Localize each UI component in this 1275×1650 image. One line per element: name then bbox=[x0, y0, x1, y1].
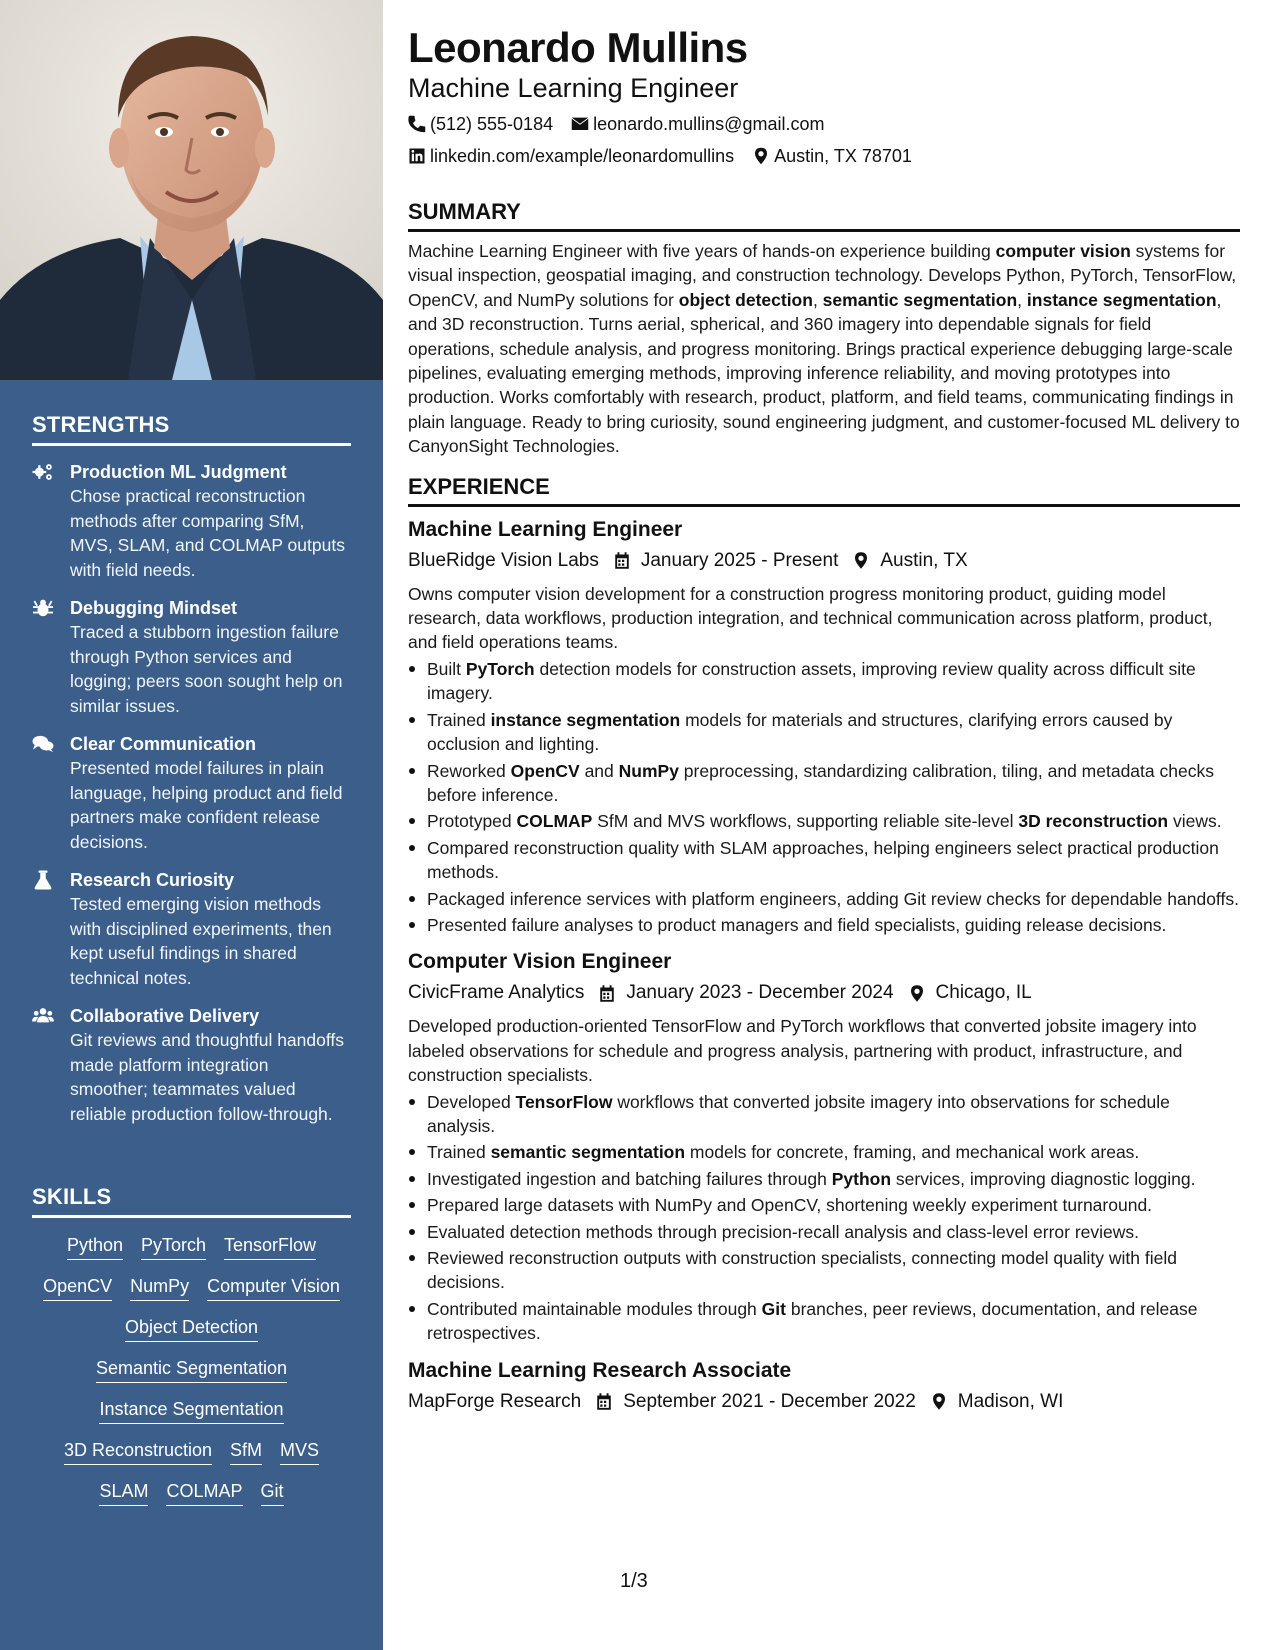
text-run: , bbox=[1017, 289, 1027, 310]
bullet-item bbox=[408, 1297, 1240, 1346]
candidate-name: Leonardo Mullins bbox=[408, 24, 748, 71]
text-run: views. bbox=[1168, 811, 1222, 832]
company-name: CivicFrame Analytics bbox=[408, 982, 585, 1004]
strength-title: Debugging Mindset bbox=[70, 598, 237, 618]
company-name: MapForge Research bbox=[408, 1390, 582, 1412]
contact-row bbox=[408, 140, 1240, 172]
dates-text: January 2025 - Present bbox=[640, 549, 839, 571]
emphasis-text: Git bbox=[761, 1298, 786, 1319]
strength-item bbox=[32, 1004, 351, 1126]
text-run: Packaged inference services with platform engineers, adding Git review checks for dependable handoffs. bbox=[427, 888, 1239, 909]
experience-section bbox=[408, 473, 1240, 1417]
skill-tag: COLMAP bbox=[166, 1479, 242, 1506]
phone-contact[interactable] bbox=[408, 108, 553, 140]
map-pin-icon bbox=[908, 984, 926, 1003]
gears-icon bbox=[32, 460, 70, 582]
job-meta bbox=[408, 1387, 1240, 1417]
map-pin-icon bbox=[852, 551, 870, 570]
skill-tag: OpenCV bbox=[43, 1274, 112, 1301]
job-meta bbox=[408, 546, 1240, 576]
candidate-title: Machine Learning Engineer bbox=[408, 73, 739, 103]
skill-tag: TensorFlow bbox=[224, 1233, 316, 1260]
location-text: Chicago, IL bbox=[935, 982, 1032, 1004]
strength-item bbox=[32, 460, 351, 582]
summary-section bbox=[408, 198, 1240, 459]
emphasis-text: semantic segmentation bbox=[490, 1142, 686, 1163]
strengths-section bbox=[32, 412, 351, 1126]
linkedin-contact[interactable] bbox=[408, 140, 734, 172]
text-run: preprocessing, standardizing calibration, tiling, and metadata checks before inference. bbox=[427, 760, 1214, 805]
emphasis-text: PyTorch bbox=[465, 658, 535, 679]
skill-tag: PyTorch bbox=[141, 1233, 206, 1260]
emphasis-text: semantic segmentation bbox=[822, 289, 1018, 310]
emphasis-text: instance segmentation bbox=[490, 709, 681, 730]
emphasis-text: computer vision bbox=[995, 241, 1131, 261]
job-location bbox=[852, 546, 967, 576]
strength-item bbox=[32, 596, 351, 718]
email-contact[interactable] bbox=[571, 108, 824, 140]
location-text: Madison, WI bbox=[957, 1390, 1064, 1412]
skills-section bbox=[32, 1184, 351, 1515]
linkedin-icon bbox=[408, 147, 426, 165]
calendar-icon bbox=[598, 984, 616, 1003]
bullet-item bbox=[408, 1167, 1240, 1191]
bullet-item bbox=[408, 1246, 1240, 1295]
calendar-icon bbox=[613, 551, 631, 570]
text-run: models for concrete, framing, and mechanical work areas. bbox=[685, 1142, 1140, 1163]
text-run: Trained bbox=[427, 1142, 491, 1163]
strength-desc: Tested emerging vision methods with disciplined experiments, then kept useful findings in shared technical notes. bbox=[70, 894, 332, 988]
strength-desc: Chose practical reconstruction methods after comparing SfM, MVS, SLAM, and COLMAP outputs with field needs. bbox=[70, 486, 345, 580]
bullet-item bbox=[408, 913, 1240, 937]
bullet-item bbox=[408, 1140, 1240, 1164]
skill-tag: SLAM bbox=[99, 1479, 148, 1506]
job-title: Machine Learning Research Associate bbox=[408, 1358, 792, 1382]
bullet-item bbox=[408, 1220, 1240, 1244]
strengths-heading: STRENGTHS bbox=[32, 412, 351, 446]
text-run: systems for visual inspection, geospatial imaging, and construction technology. Develops Python, PyTorch, TensorFlow, OpenCV, and NumPy solutions for bbox=[408, 241, 1237, 310]
text-run: Machine Learning Engineer with five years of hands-on experience building bbox=[408, 241, 996, 261]
summary-text bbox=[408, 239, 1240, 459]
bullet-item bbox=[408, 708, 1240, 757]
strength-desc: Git reviews and thoughtful handoffs made platform integration smoother; teammates valued reliable production follow-through. bbox=[70, 1030, 345, 1124]
text-run: Evaluated detection methods through precision-recall analysis and class-level error reviews. bbox=[427, 1221, 1140, 1242]
emphasis-text: OpenCV bbox=[510, 760, 580, 781]
job-entry bbox=[408, 515, 1240, 938]
bullet-item bbox=[408, 809, 1240, 833]
text-run: Developed bbox=[427, 1091, 516, 1112]
job-description: Developed production-oriented TensorFlow and PyTorch workflows that converted jobsite imagery into labeled observations for schedule and progress analysis, partnering with product, infrastructure, and construction specialists. bbox=[408, 1016, 1197, 1086]
envelope-icon bbox=[571, 115, 589, 133]
location-text: Austin, TX bbox=[880, 549, 968, 571]
map-pin-icon bbox=[930, 1392, 948, 1411]
skill-tag: Object Detection bbox=[125, 1315, 258, 1342]
job-location bbox=[908, 978, 1032, 1008]
skill-tag: Computer Vision bbox=[207, 1274, 340, 1301]
bullet-item bbox=[408, 759, 1240, 808]
skill-tag: 3D Reconstruction bbox=[64, 1438, 212, 1465]
company bbox=[408, 978, 584, 1008]
job-dates bbox=[613, 546, 839, 576]
phone-icon bbox=[408, 115, 426, 133]
text-run: SfM and MVS workflows, supporting reliable site-level bbox=[592, 811, 1019, 832]
strength-title: Production ML Judgment bbox=[70, 462, 287, 482]
job-dates bbox=[595, 1387, 916, 1417]
text-run: models for materials and structures, clarifying errors caused by occlusion and lighting. bbox=[427, 709, 1173, 755]
text-run: Built bbox=[427, 658, 466, 679]
job-title: Machine Learning Engineer bbox=[408, 517, 683, 541]
bullet-item bbox=[408, 887, 1240, 911]
job-dates bbox=[598, 978, 893, 1008]
map-pin-icon bbox=[752, 147, 770, 165]
job-entry bbox=[408, 947, 1240, 1345]
bullet-item bbox=[408, 836, 1240, 885]
text-run: Compared reconstruction quality with SLAM approaches, helping engineers select practical production methods. bbox=[427, 837, 1219, 883]
emphasis-text: Python bbox=[831, 1168, 892, 1189]
strength-item bbox=[32, 732, 351, 854]
comments-icon bbox=[32, 732, 70, 854]
skills-list bbox=[32, 1228, 351, 1515]
company-name: BlueRidge Vision Labs bbox=[408, 549, 599, 571]
company bbox=[408, 546, 599, 576]
strength-title: Research Curiosity bbox=[70, 870, 235, 890]
skills-heading: SKILLS bbox=[32, 1184, 351, 1218]
location-text: Austin, TX 78701 bbox=[774, 146, 912, 166]
email-text: leonardo.mullins@gmail.com bbox=[593, 114, 825, 134]
phone-text: (512) 555-0184 bbox=[430, 114, 554, 134]
text-run: Trained bbox=[427, 709, 491, 730]
strength-title: Clear Communication bbox=[70, 734, 257, 754]
job-location bbox=[930, 1387, 1064, 1417]
emphasis-text: NumPy bbox=[618, 760, 679, 781]
job-bullets bbox=[408, 657, 1240, 937]
job-bullets bbox=[408, 1090, 1240, 1346]
page-number: 1/3 bbox=[620, 1570, 648, 1592]
linkedin-text: linkedin.com/example/leonardomullins bbox=[430, 146, 735, 166]
job-entry bbox=[408, 1356, 1240, 1417]
sidebar bbox=[0, 0, 383, 1650]
strength-title: Collaborative Delivery bbox=[70, 1006, 260, 1026]
text-run: Reviewed reconstruction outputs with construction specialists, connecting model quality with field decisions. bbox=[427, 1248, 1177, 1293]
bullet-item bbox=[408, 657, 1240, 706]
text-run: services, improving diagnostic logging. bbox=[891, 1168, 1196, 1189]
flask-icon bbox=[32, 868, 70, 990]
skill-tag: Git bbox=[261, 1479, 284, 1506]
skill-tag: NumPy bbox=[130, 1274, 189, 1301]
skill-tag: MVS bbox=[280, 1438, 319, 1465]
text-run: , bbox=[812, 289, 823, 310]
strength-desc: Traced a stubborn ingestion failure through Python services and logging; peers soon sought help on similar issues. bbox=[70, 622, 343, 716]
text-run: , and 3D reconstruction. Turns aerial, spherical, and 360 imagery into dependable signals for field operations, schedule analysis, and progress monitoring. Brings practical experience debugging large-scale pipelines, evaluating emerging methods, improving inference reliability, and moving prototypes into production. Works comfortably with research, product, platform, and field teams, communicating findings in plain language. Ready to bring curiosity, sound engineering judgment, and customer-focused ML delivery to CanyonSight Technologies. bbox=[408, 289, 1240, 457]
emphasis-text: TensorFlow bbox=[515, 1091, 613, 1112]
location-contact bbox=[752, 140, 912, 172]
company bbox=[408, 1387, 581, 1417]
text-run: Investigated ingestion and batching failures through bbox=[427, 1168, 832, 1189]
text-run: Prototyped bbox=[427, 811, 517, 832]
skill-tag: Instance Segmentation bbox=[99, 1397, 283, 1424]
text-run: Reworked bbox=[427, 760, 511, 781]
job-title: Computer Vision Engineer bbox=[408, 950, 672, 974]
text-run: Prepared large datasets with NumPy and OpenCV, shortening weekly experiment turnaround. bbox=[427, 1195, 1153, 1216]
summary-heading: SUMMARY bbox=[408, 198, 1240, 232]
main-content bbox=[408, 22, 1240, 1417]
skill-tag: Python bbox=[67, 1233, 123, 1260]
contact-row bbox=[408, 108, 1240, 140]
bullet-item bbox=[408, 1090, 1240, 1139]
bug-icon bbox=[32, 596, 70, 718]
strength-item bbox=[32, 868, 351, 990]
text-run: and bbox=[579, 760, 619, 781]
job-description: Owns computer vision development for a construction progress monitoring product, guiding model research, data workflows, production integration, and technical communication across platform, product, and field operations teams. bbox=[408, 583, 1213, 653]
emphasis-text: instance segmentation bbox=[1026, 289, 1217, 310]
users-icon bbox=[32, 1004, 70, 1126]
text-run: workflows that converted jobsite imagery into observations for schedule analysis. bbox=[427, 1091, 1170, 1136]
text-run: branches, peer reviews, documentation, and release retrospectives. bbox=[427, 1298, 1198, 1344]
emphasis-text: COLMAP bbox=[516, 811, 593, 832]
text-run: Contributed maintainable modules through bbox=[427, 1298, 762, 1319]
text-run: Presented failure analyses to product managers and field specialists, guiding release decisions. bbox=[427, 914, 1167, 935]
emphasis-text: object detection bbox=[678, 289, 813, 310]
emphasis-text: 3D reconstruction bbox=[1018, 811, 1169, 832]
skill-tag: Semantic Segmentation bbox=[96, 1356, 287, 1383]
text-run: detection models for construction assets, improving review quality across difficult site imagery. bbox=[427, 658, 1196, 704]
portrait-illustration bbox=[0, 0, 383, 380]
dates-text: January 2023 - December 2024 bbox=[626, 982, 894, 1004]
bullet-item bbox=[408, 1193, 1240, 1217]
job-meta bbox=[408, 978, 1240, 1008]
dates-text: September 2021 - December 2022 bbox=[623, 1390, 916, 1412]
experience-heading: EXPERIENCE bbox=[408, 473, 1240, 507]
strength-desc: Presented model failures in plain language, helping product and field partners make confident release decisions. bbox=[70, 758, 343, 852]
profile-photo bbox=[0, 0, 383, 380]
calendar-icon bbox=[595, 1392, 613, 1411]
skill-tag: SfM bbox=[230, 1438, 262, 1465]
